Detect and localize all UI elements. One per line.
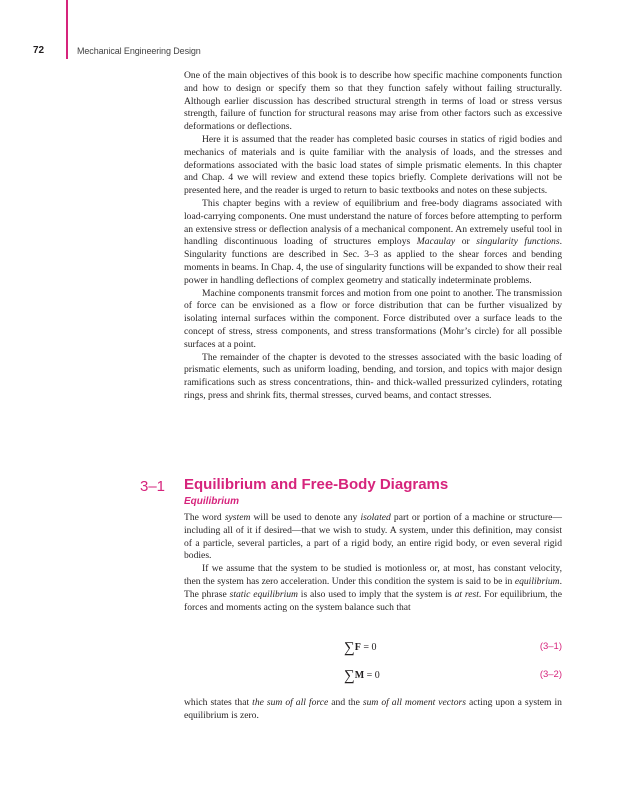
moment-vector: M [354,670,365,681]
intro-paragraph-3: This chapter begins with a review of equilibrium and free-body diagrams associated with load-carrying components. One must understand the nature of forces before attempting to perform an extensive stress or deflection analysis of a mechanical component. An extremely useful tool in handling discontinuous loading of structures employs Macaulay or singularity functions. Singularity functions are described in Sec. 3–3 as applied to the shear forces and bending moments in beams. In Chap. 4, the use of singularity functions will be expanded to show their real power in handling deflections of complex geometry and statically indeterminate problems. [184,197,562,286]
section-text [184,512,562,614]
equation-number: (3–1) [539,641,562,652]
intro-paragraph-2: Here it is assumed that the reader has completed basic courses in statics of rigid bodies and mechanics of materials and is quite familiar with the analysis of loads, and the stresses and deformations associated with the basic load states of simple prismatic elements. In this chapter and Chap. 4 we will review and extend these topics briefly. Complete derivations will not be presented here, and the reader is urged to return to basic textbooks and notes on these subjects. [184,133,562,197]
sum-symbol: ∑ [344,668,355,684]
section-paragraph-2: If we assume that the system to be studied is motionless or, at most, has constant velocity, then the system has zero acceleration. Under this condition the system is said to be in equilibrium. The phrase static equilibrium is also used to imply that the system is at rest. For equilibrium, the forces and moments acting on the system balance such that [184,563,562,613]
intro-paragraph-1: One of the main objectives of this book is to describe how specific machine components function and how to design or specify them so that they function safely without failing structurally. Although earlier discussion has described structural strength in terms of load or stress versus strength, failure of function for structural reasons may arise from other factors such as excessive deformations or deflections. [184,70,562,133]
sum-symbol: ∑ [344,640,355,656]
closing-text [184,697,562,723]
equation-3-2: ∑M = 0 (3–2) [344,668,562,684]
page-number: 72 [33,45,45,56]
section-paragraph-3: which states that the sum of all force and the sum of all moment vectors acting upon a system in equilibrium is zero. [184,697,562,721]
force-vector: F [354,642,361,653]
section-paragraph-1: The word system will be used to denote any isolated part or portion of a machine or structure—including all of it if desired—that we wish to study. A system, under this definition, may consist of a particle, several particles, a part of a rigid body, an entire rigid body, or even several rigid bodies. [184,512,563,562]
intro-paragraph-4: Machine components transmit forces and motion from one point to another. The transmission of force can be envisioned as a flow or force distribution that can be further visualized by isolating internal surfaces within the component. Force distributed over a surface leads to the concept of stress, stress components, and stress transformations (Mohr’s circle) for all possible surfaces at a point. [184,287,562,350]
equation-number: (3–2) [539,669,562,680]
section-title: Equilibrium and Free-Body Diagrams [184,476,449,493]
header-rule [66,0,68,59]
book-title: Mechanical Engineering Design [77,46,201,56]
section-number: 3–1 [140,478,166,495]
intro-text [184,70,562,403]
equation-3-1: ∑F = 0 (3–1) [344,640,562,656]
subheading: Equilibrium [184,496,239,507]
intro-paragraph-5: The remainder of the chapter is devoted to the stresses associated with the basic loading of prismatic elements, such as uniform loading, bending, and torsion, and topics with major design ramifications such as stress concentrations, thin- and thick-walled pressurized cylinders, rotating rings, press and shrink fits, thermal stresses, curved beams, and contact stresses. [184,351,562,401]
